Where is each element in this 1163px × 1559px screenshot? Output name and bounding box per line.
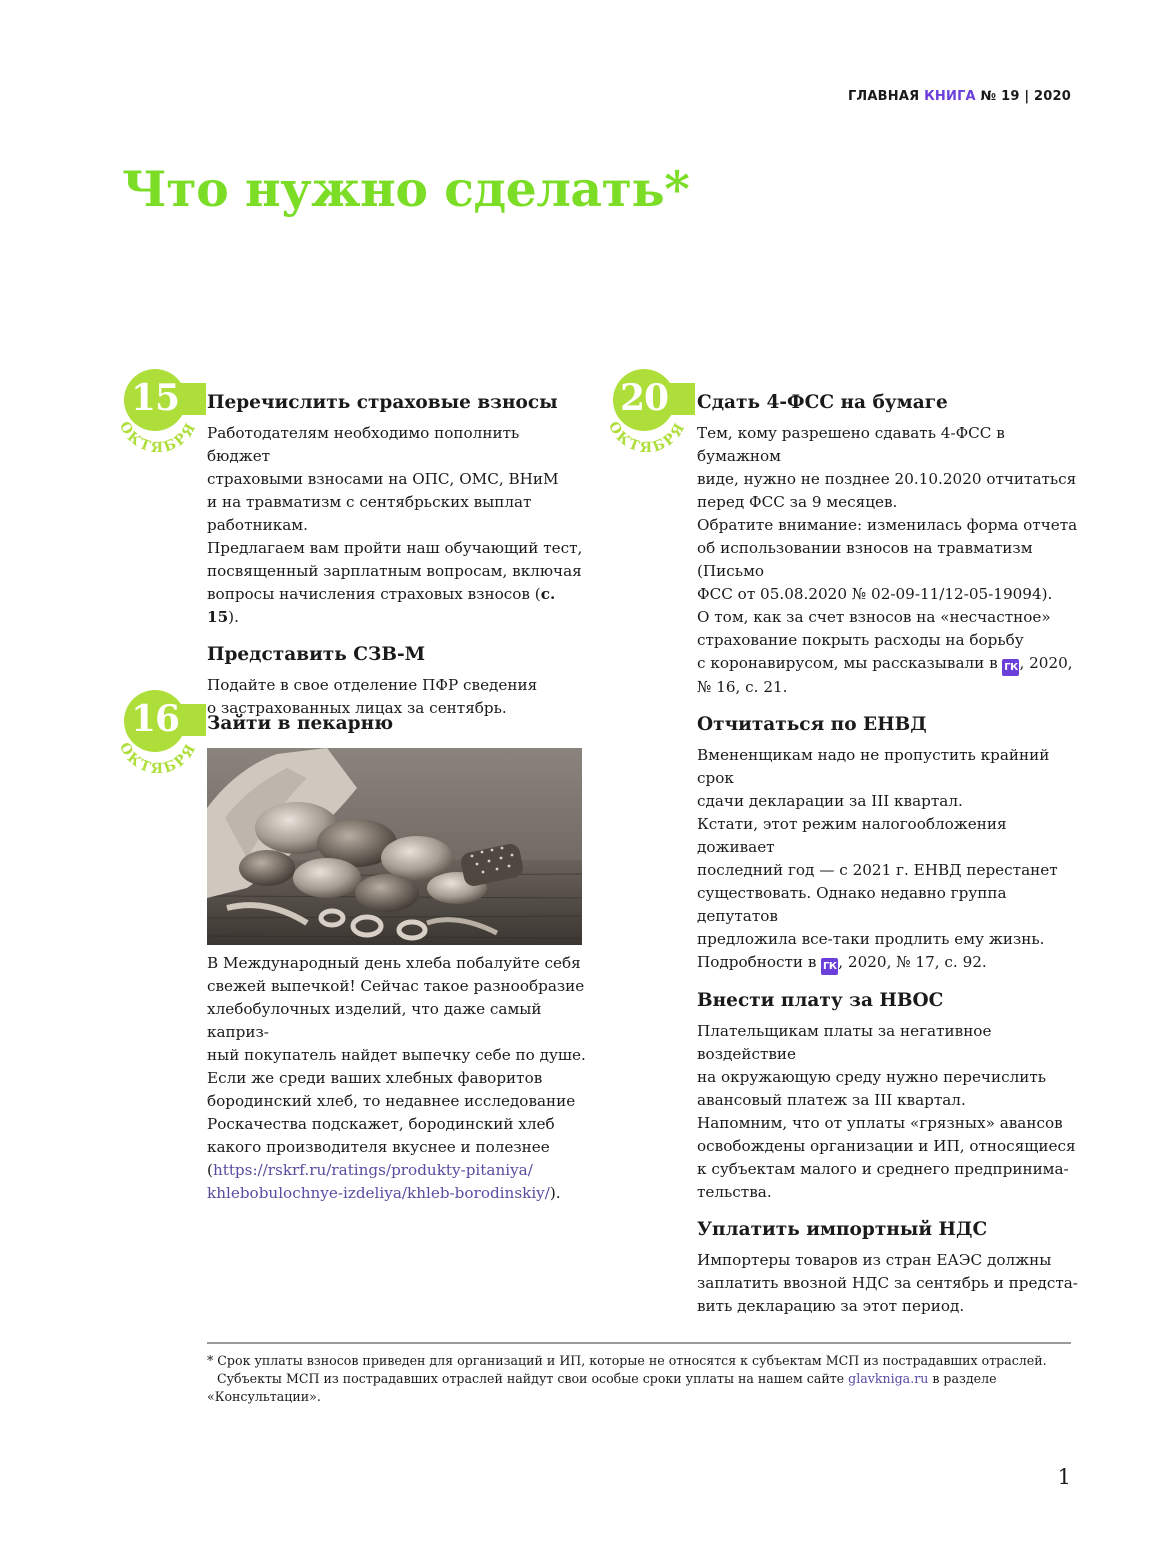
bread-photo [207, 748, 582, 945]
badge-month: ОКТЯБРЯ [604, 418, 690, 457]
rskrf-link-continued[interactable]: khlebobulochnye-izdeliya/khleb-borodinskiy/ [207, 1184, 550, 1202]
footnote-divider [207, 1342, 1071, 1344]
task-title: Представить СЗВ-М [207, 644, 426, 665]
task-title: Зайти в пекарню [207, 713, 394, 734]
task-title: Уплатить импортный НДС [697, 1219, 988, 1240]
badge-month-arc [112, 685, 222, 785]
badge-month: ОКТЯБРЯ [115, 739, 201, 778]
rskrf-link[interactable]: https://rskrf.ru/ratings/produkty-pitaniya/ [212, 1161, 533, 1179]
masthead [848, 89, 1071, 104]
footnote [207, 1352, 1071, 1406]
footnote-line-1: * Срок уплаты взносов приведен для организаций и ИП, которые не относятся к субъектам МСП из пострадавших отраслей. [207, 1353, 1047, 1368]
gk-magazine-icon: ГК [1002, 659, 1019, 676]
svg-text:ОКТЯБРЯ [116, 740, 200, 777]
date-badge-15 [112, 364, 222, 464]
task-body: Плательщикам платы за негативное воздействие на окружающую среду нужно перечислить авансовый платеж за III квартал. Напомним, что от уплаты «грязных» авансов освобождены организации и ИП, относящиеся к субъектам малого и среднего предпринима- тельства. [697, 1022, 1076, 1201]
badge-month-arc [112, 364, 222, 464]
bread-photo-illustration [207, 748, 582, 945]
svg-text:ОКТЯБРЯ [605, 419, 689, 456]
footnote-line-2: Субъекты МСП из пострадавших отраслей найдут свои особые сроки уплаты на нашем сайте glavkniga.ru в разделе [217, 1371, 997, 1386]
task-body: Работодателям необходимо пополнить бюджет страховыми взносами на ОПС, ОМС, ВНиМ и на травматизм с сентябрьских выплат работникам. Предлагаем вам пройти наш обучающий тест, посвященный зарплатным вопросам, включая вопросы начисления страховых взносов (с. 15). [207, 424, 583, 626]
left-column [207, 391, 587, 720]
task-title: Внести плату за НВОС [697, 990, 944, 1011]
svg-text:ОКТЯБРЯ [116, 419, 200, 456]
badge-day: 20 [619, 377, 669, 419]
badge-day: 15 [130, 377, 180, 419]
right-column [697, 391, 1082, 1318]
badge-day: 16 [130, 698, 180, 740]
page-title: Что нужно сделать* [122, 160, 690, 218]
page-number: 1 [1057, 1465, 1071, 1489]
badge-month-arc [601, 364, 711, 464]
task-title: Отчитаться по ЕНВД [697, 714, 927, 735]
date-badge-20 [601, 364, 711, 464]
badge-month: ОКТЯБРЯ [115, 418, 201, 457]
task-body: Импортеры товаров из стран ЕАЭС должны заплатить ввозной НДС за сентябрь и предста- вить декларацию за этот период. [697, 1251, 1078, 1315]
masthead-brand-1: ГЛАВНАЯ [847, 89, 920, 104]
task-body: Подайте в свое отделение ПФР сведения о застрахованных лицах за сентябрь. [207, 676, 538, 717]
left-column-bakery [207, 712, 587, 1205]
date-badge-16 [112, 685, 222, 785]
page-reference: с. 15 [207, 585, 556, 626]
task-title: Сдать 4-ФСС на бумаге [697, 392, 948, 413]
masthead-issue: № 19 | 2020 [980, 89, 1071, 104]
task-body: Вмененщикам надо не пропустить крайний срок сдачи декларации за III квартал. Кстати, этот режим налогообложения доживает последний год — с 2021 г. ЕНВД перестанет существовать. Однако недавно группа депутатов предложила все-таки продлить ему жизнь. Подробности в ГК , 2020, № 17, с. 92. [697, 744, 1082, 975]
gk-magazine-icon: ГК [821, 958, 838, 975]
task-title: Перечислить страховые взносы [207, 392, 558, 413]
masthead-brand-2: КНИГА [924, 89, 976, 104]
glavkniga-link[interactable]: glavkniga.ru [848, 1371, 929, 1386]
task-body: Тем, кому разрешено сдавать 4-ФСС в бумажном виде, нужно не позднее 20.10.2020 отчитаться перед ФСС за 9 месяцев. Обратите внимание: изменилась форма отчета об использовании взносов на травматизм (Письмо ФСС от 05.08.2020 № 02-09-11/12-05-19094). О том, как за счет взносов на «несчастное» страхование покрыть расходы на борьбу с коронавирусом, мы рассказывали в ГК , 2020, № 16, с. 21. [697, 424, 1078, 696]
footnote-line-3: «Консультации». [207, 1389, 321, 1404]
task-body: В Международный день хлеба побалуйте себя свежей выпечкой! Сейчас такое разнообразие хлебобулочных изделий, что даже самый каприз- ный покупатель найдет выпечку себе по душе. Если же среди ваших хлебных фаворитов бородинский хлеб, то недавнее исследование Роскачества подскажет, бородинский хлеб какого производителя вкуснее и полезнее (https://rskrf.ru/ratings/produkty-pitaniya/ khlebobulochnye-izdeliya/khleb-borodinskiy/). [207, 954, 586, 1202]
